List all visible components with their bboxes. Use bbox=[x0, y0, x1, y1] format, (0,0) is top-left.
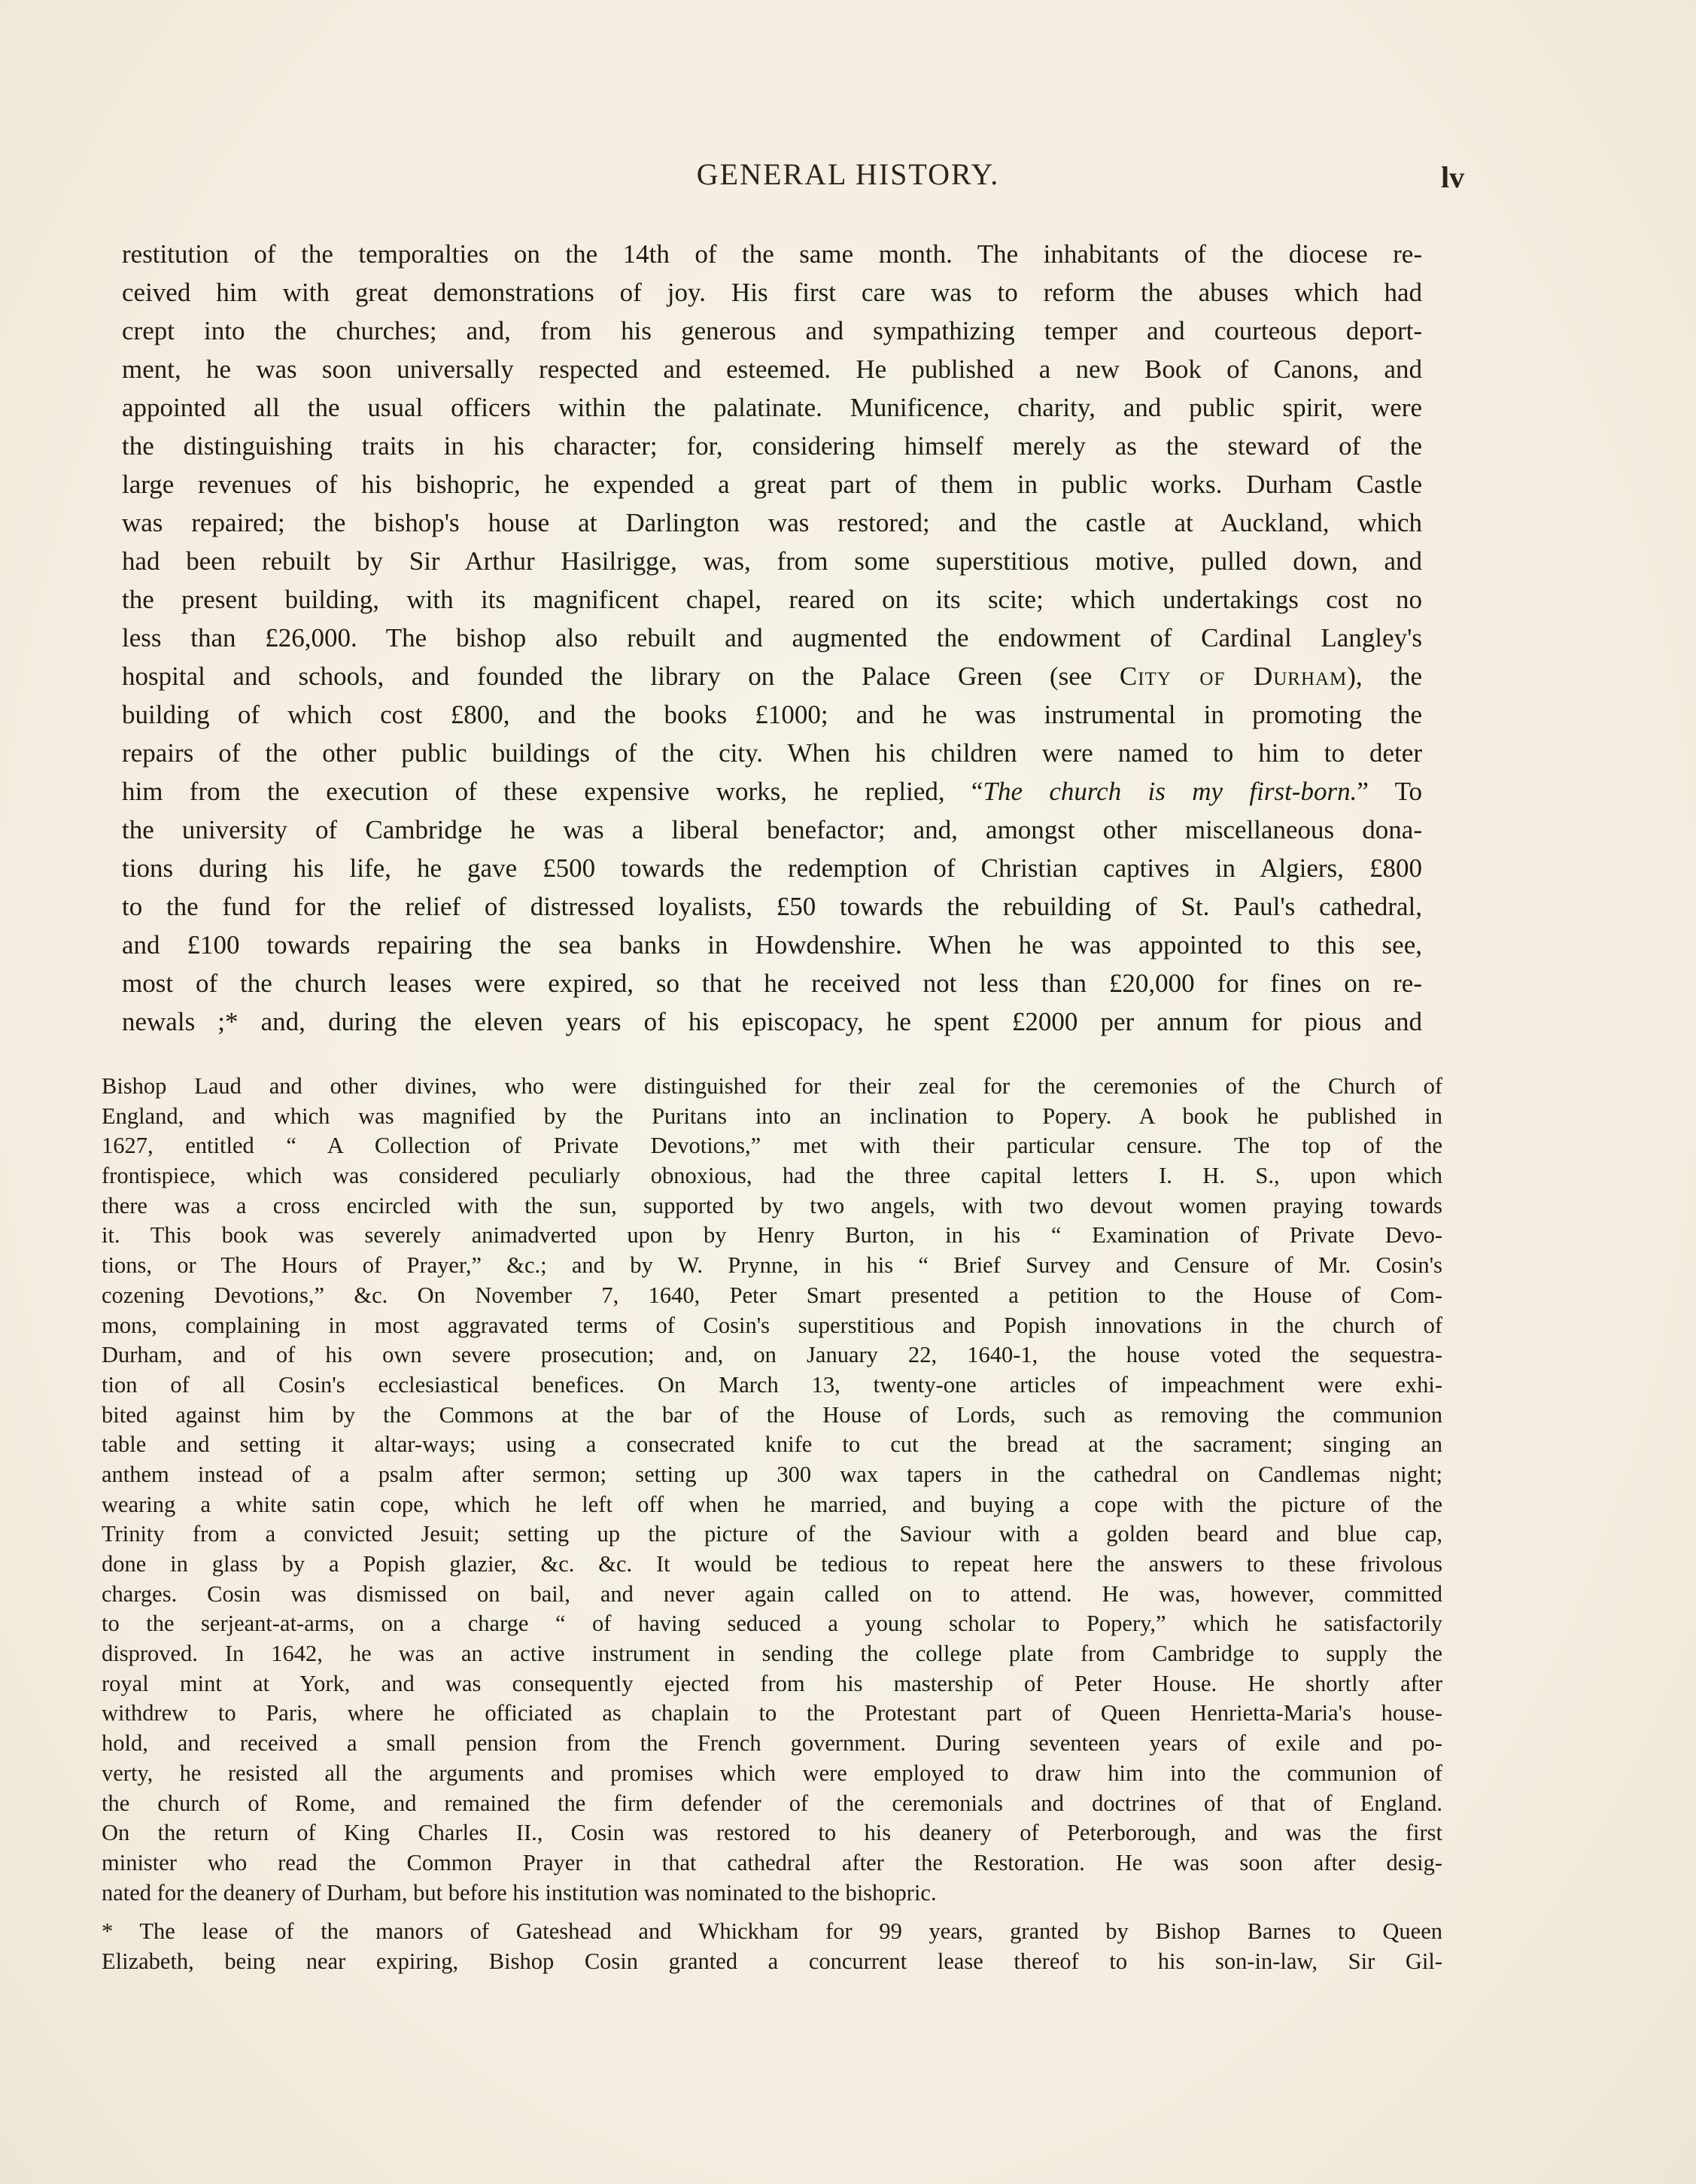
footnote-line: frontispiece, which was considered peculiarly obnoxious, had the three capital letters I. H. S., upon which bbox=[102, 1163, 1442, 1189]
footnote-line: bited against him by the Commons at the bar of the House of Lords, such as removing the communion bbox=[102, 1401, 1442, 1428]
running-head: GENERAL HISTORY. bbox=[696, 157, 1000, 191]
main-line: the university of Cambridge he was a liberal benefactor; and, amongst other miscellaneous dona- bbox=[122, 815, 1422, 844]
main-line-tail: ), the bbox=[1347, 662, 1422, 691]
main-line-text: hospital and schools, and founded the library on the Palace Green (see bbox=[122, 662, 1093, 691]
footnote-line: minister who read the Common Prayer in that cathedral after the Restoration. He was soon after desig- bbox=[102, 1849, 1442, 1875]
main-line: had been rebuilt by Sir Arthur Hasilrigge, was, from some superstitious motive, pulled down, and bbox=[122, 546, 1422, 576]
main-line: most of the church leases were expired, so that he received not less than £20,000 for fines on re- bbox=[122, 969, 1422, 998]
footnote-line: On the return of King Charles II., Cosin was restored to his deanery of Peterborough, and was the first bbox=[102, 1820, 1442, 1846]
main-line: to the fund for the relief of distressed loyalists, £50 towards the rebuilding of St. Paul's cathedral, bbox=[122, 892, 1422, 921]
footnote-line: wearing a white satin cope, which he left off when he married, and buying a cope with the picture of the bbox=[102, 1491, 1442, 1517]
main-line: the distinguishing traits in his character; for, considering himself merely as the steward of the bbox=[122, 431, 1422, 461]
footnote-line: done in glass by a Popish glazier, &c. &c. It would be tedious to repeat here the answers to these frivolous bbox=[102, 1551, 1442, 1577]
main-line: and £100 towards repairing the sea banks in Howdenshire. When he was appointed to this see, bbox=[122, 930, 1422, 960]
footnote-line: 1627, entitled “ A Collection of Private Devotions,” met with their particular censure. The top of the bbox=[102, 1133, 1442, 1159]
main-line-with-quotation bbox=[122, 772, 1422, 811]
footnote-line: disproved. In 1642, he was an active instrument in sending the college plate from Cambridge to supply the bbox=[102, 1641, 1442, 1667]
footnote-line: nated for the deanery of Durham, but before his institution was nominated to the bishopric. bbox=[102, 1879, 937, 1906]
footnote-star bbox=[102, 1917, 1442, 1976]
footnote-line: the church of Rome, and remained the firm defender of the ceremonials and doctrines of that of England. bbox=[102, 1790, 1442, 1816]
main-line: less than £26,000. The bishop also rebuilt and augmented the endowment of Cardinal Langley's bbox=[122, 623, 1422, 652]
footnote-line: Durham, and of his own severe prosecution; and, on January 22, 1640-1, the house voted the sequestra- bbox=[102, 1342, 1442, 1368]
main-line-tail: ” To bbox=[1357, 777, 1423, 806]
footnote-line: royal mint at York, and was consequently ejected from his mastership of Peter House. He shortly after bbox=[102, 1670, 1442, 1696]
footnote-line: charges. Cosin was dismissed on bail, and never again called on to attend. He was, however, committed bbox=[102, 1580, 1442, 1607]
footnote-line: mons, complaining in most aggravated terms of Cosin's superstitious and Popish innovations in the church of bbox=[102, 1312, 1442, 1338]
main-line: building of which cost £800, and the books £1000; and he was instrumental in promoting the bbox=[122, 700, 1422, 729]
footnote-continued bbox=[102, 1072, 1442, 1908]
main-line: large revenues of his bishopric, he expended a great part of them in public works. Durham Castle bbox=[122, 470, 1422, 499]
main-line: crept into the churches; and, from his generous and sympathizing temper and courteous deport- bbox=[122, 316, 1422, 345]
footnote-line: Bishop Laud and other divines, who were distinguished for their zeal for the ceremonies of the Church of bbox=[102, 1073, 1442, 1099]
page-number: lv bbox=[1441, 160, 1465, 194]
main-line: was repaired; the bishop's house at Darlington was restored; and the castle at Auckland, which bbox=[122, 508, 1422, 537]
footnote-line: cozening Devotions,” &c. On November 7, 1640, Peter Smart presented a petition to the House of Com- bbox=[102, 1282, 1442, 1308]
footnote-line: Trinity from a convicted Jesuit; setting up the picture of the Saviour with a golden beard and blue cap, bbox=[102, 1521, 1442, 1547]
footnote-line: hold, and received a small pension from the French government. During seventeen years of exile and po- bbox=[102, 1730, 1442, 1757]
main-text-block bbox=[122, 235, 1422, 1041]
footnote-line: to the serjeant-at-arms, on a charge “ of having seduced a young scholar to Popery,” which he satisfactorily bbox=[102, 1611, 1442, 1637]
main-line: ceived him with great demonstrations of joy. His first care was to reform the abuses which had bbox=[122, 278, 1422, 307]
main-line: repairs of the other public buildings of the city. When his children were named to him to deter bbox=[122, 738, 1422, 768]
main-line: ment, he was soon universally respected and esteemed. He published a new Book of Canons, and bbox=[122, 354, 1422, 384]
footnote-line: withdrew to Paris, where he officiated as chaplain to the Protestant part of Queen Henrietta-Maria's house- bbox=[102, 1700, 1442, 1726]
main-line: tions during his life, he gave £500 towards the redemption of Christian captives in Algiers, £800 bbox=[122, 853, 1422, 883]
cross-reference-city-of-durham: City of Durham bbox=[1119, 662, 1348, 691]
footnote-line: anthem instead of a psalm after sermon; setting up 300 wax tapers in the cathedral on Candlemas night; bbox=[102, 1461, 1442, 1487]
footnote-line: there was a cross encircled with the sun, supported by two angels, with two devout women praying towards bbox=[102, 1192, 1442, 1218]
footnote-line: verty, he resisted all the arguments and promises which were employed to draw him into the communion of bbox=[102, 1760, 1442, 1786]
main-line: newals ;* and, during the eleven years of his episcopacy, he spent £2000 per annum for pious and bbox=[122, 1007, 1422, 1036]
footnotes-block bbox=[102, 1072, 1442, 1977]
footnote-star-line: * The lease of the manors of Gateshead and Whickham for 99 years, granted by Bishop Barnes to Queen bbox=[102, 1918, 1442, 1945]
footnote-line: tion of all Cosin's ecclesiastical benefices. On March 13, twenty-one articles of impeachment were exhi- bbox=[102, 1371, 1442, 1398]
footnote-line: table and setting it altar-ways; using a consecrated knife to cut the bread at the sacrament; singing an bbox=[102, 1431, 1442, 1458]
footnote-line: it. This book was severely animadverted upon by Henry Burton, in his “ Examination of Private Devo- bbox=[102, 1222, 1442, 1249]
main-line: the present building, with its magnificent chapel, reared on its scite; which undertakings cost no bbox=[122, 585, 1422, 614]
quotation-italic: The church is my first-born. bbox=[983, 777, 1357, 806]
footnote-star-line: Elizabeth, being near expiring, Bishop Cosin granted a concurrent lease thereof to his son-in-law, Sir Gil- bbox=[102, 1948, 1442, 1974]
footnote-line: England, and which was magnified by the Puritans into an inclination to Popery. A book he published in bbox=[102, 1103, 1442, 1129]
main-line: restitution of the temporalties on the 14th of the same month. The inhabitants of the diocese re- bbox=[122, 239, 1422, 269]
footnote-line: tions, or The Hours of Prayer,” &c.; and by W. Prynne, in his “ Brief Survey and Censure of Mr. Cosin's bbox=[102, 1252, 1442, 1279]
main-line-with-cross-reference bbox=[122, 657, 1422, 695]
main-line-text: him from the execution of these expensive works, he replied, “ bbox=[122, 777, 983, 806]
main-line: appointed all the usual officers within the palatinate. Munificence, charity, and public spirit, were bbox=[122, 393, 1422, 422]
